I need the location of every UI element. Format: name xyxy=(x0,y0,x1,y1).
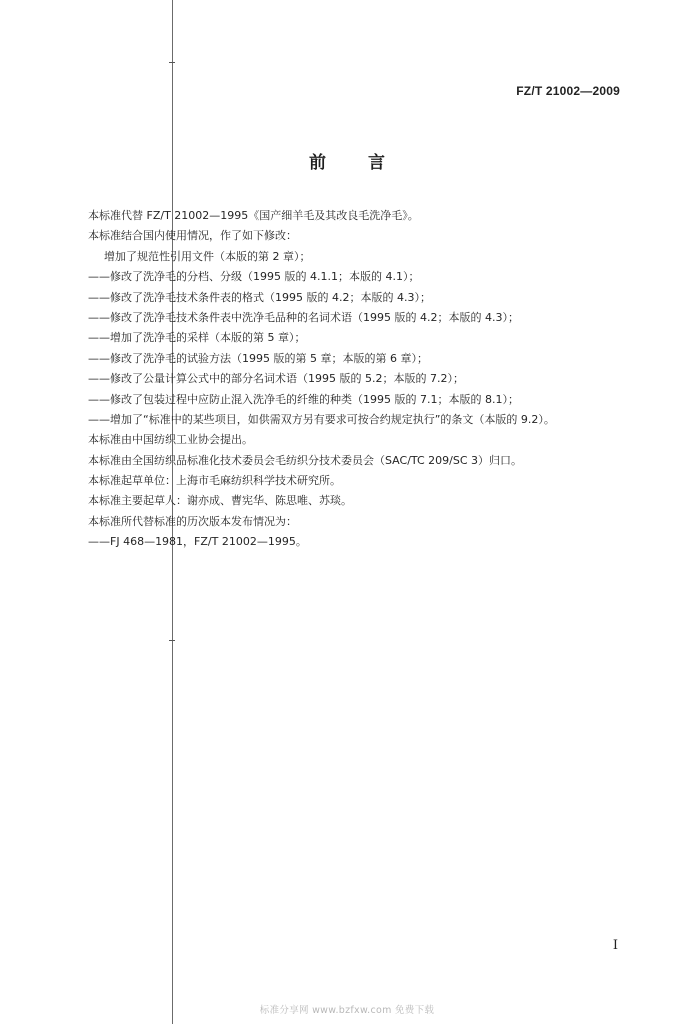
watermark-text: 标准分享网 www.bzfxw.com 免费下载 xyxy=(259,1005,435,1016)
body-line: ——修改了洗净毛的试验方法（1995 版的第 5 章；本版的第 6 章）； xyxy=(88,351,428,365)
body-line: 本标准所代替标准的历次版本发布情况为： xyxy=(88,514,297,528)
page-number: I xyxy=(612,938,618,953)
body-line: ——增加了洗净毛的采样（本版的第 5 章）； xyxy=(88,331,306,345)
binding-tick xyxy=(169,640,175,641)
body-line: 本标准结合国内使用情况，作了如下修改： xyxy=(88,229,297,243)
body-line: 增加了规范性引用文件（本版的第 2 章）； xyxy=(104,249,311,263)
body-line: ——修改了洗净毛技术条件表的格式（1995 版的 4.2；本版的 4.3）； xyxy=(88,290,431,304)
page-title: 前言 xyxy=(309,153,427,173)
body-line: 本标准起草单位：上海市毛麻纺织科学技术研究所。 xyxy=(88,474,341,488)
body-line: 本标准主要起草人：谢亦成、曹宪华、陈思唯、苏琰。 xyxy=(88,494,352,508)
body-line: ——修改了包装过程中应防止混入洗净毛的纤维的种类（1995 版的 7.1；本版的 8.1）； xyxy=(88,392,519,406)
body-line: 本标准由全国纺织品标准化技术委员会毛纺织分技术委员会（SAC/TC 209/SC 3）归口。 xyxy=(88,453,523,467)
binding-tick xyxy=(169,62,175,63)
body-line: 本标准代替 FZ/T 21002—1995《国产细羊毛及其改良毛洗净毛》。 xyxy=(88,209,419,222)
body-line: ——FJ 468—1981，FZ/T 21002—1995。 xyxy=(88,535,307,549)
body-line: ——增加了“标准中的某些项目，如供需双方另有要求可按合约规定执行”的条文（本版的 9.2）。 xyxy=(88,412,555,426)
body-line: ——修改了洗净毛的分档、分级（1995 版的 4.1.1；本版的 4.1）； xyxy=(88,270,420,284)
document-code: FZ/T 21002—2009 xyxy=(516,84,620,98)
body-line: ——修改了公量计算公式中的部分名词术语（1995 版的 5.2；本版的 7.2）； xyxy=(88,372,464,386)
preface-body xyxy=(88,206,648,553)
body-line: ——修改了洗净毛技术条件表中洗净毛品种的名词术语（1995 版的 4.2；本版的 4.3）； xyxy=(88,310,519,324)
body-line: 本标准由中国纺织工业协会提出。 xyxy=(88,433,253,447)
